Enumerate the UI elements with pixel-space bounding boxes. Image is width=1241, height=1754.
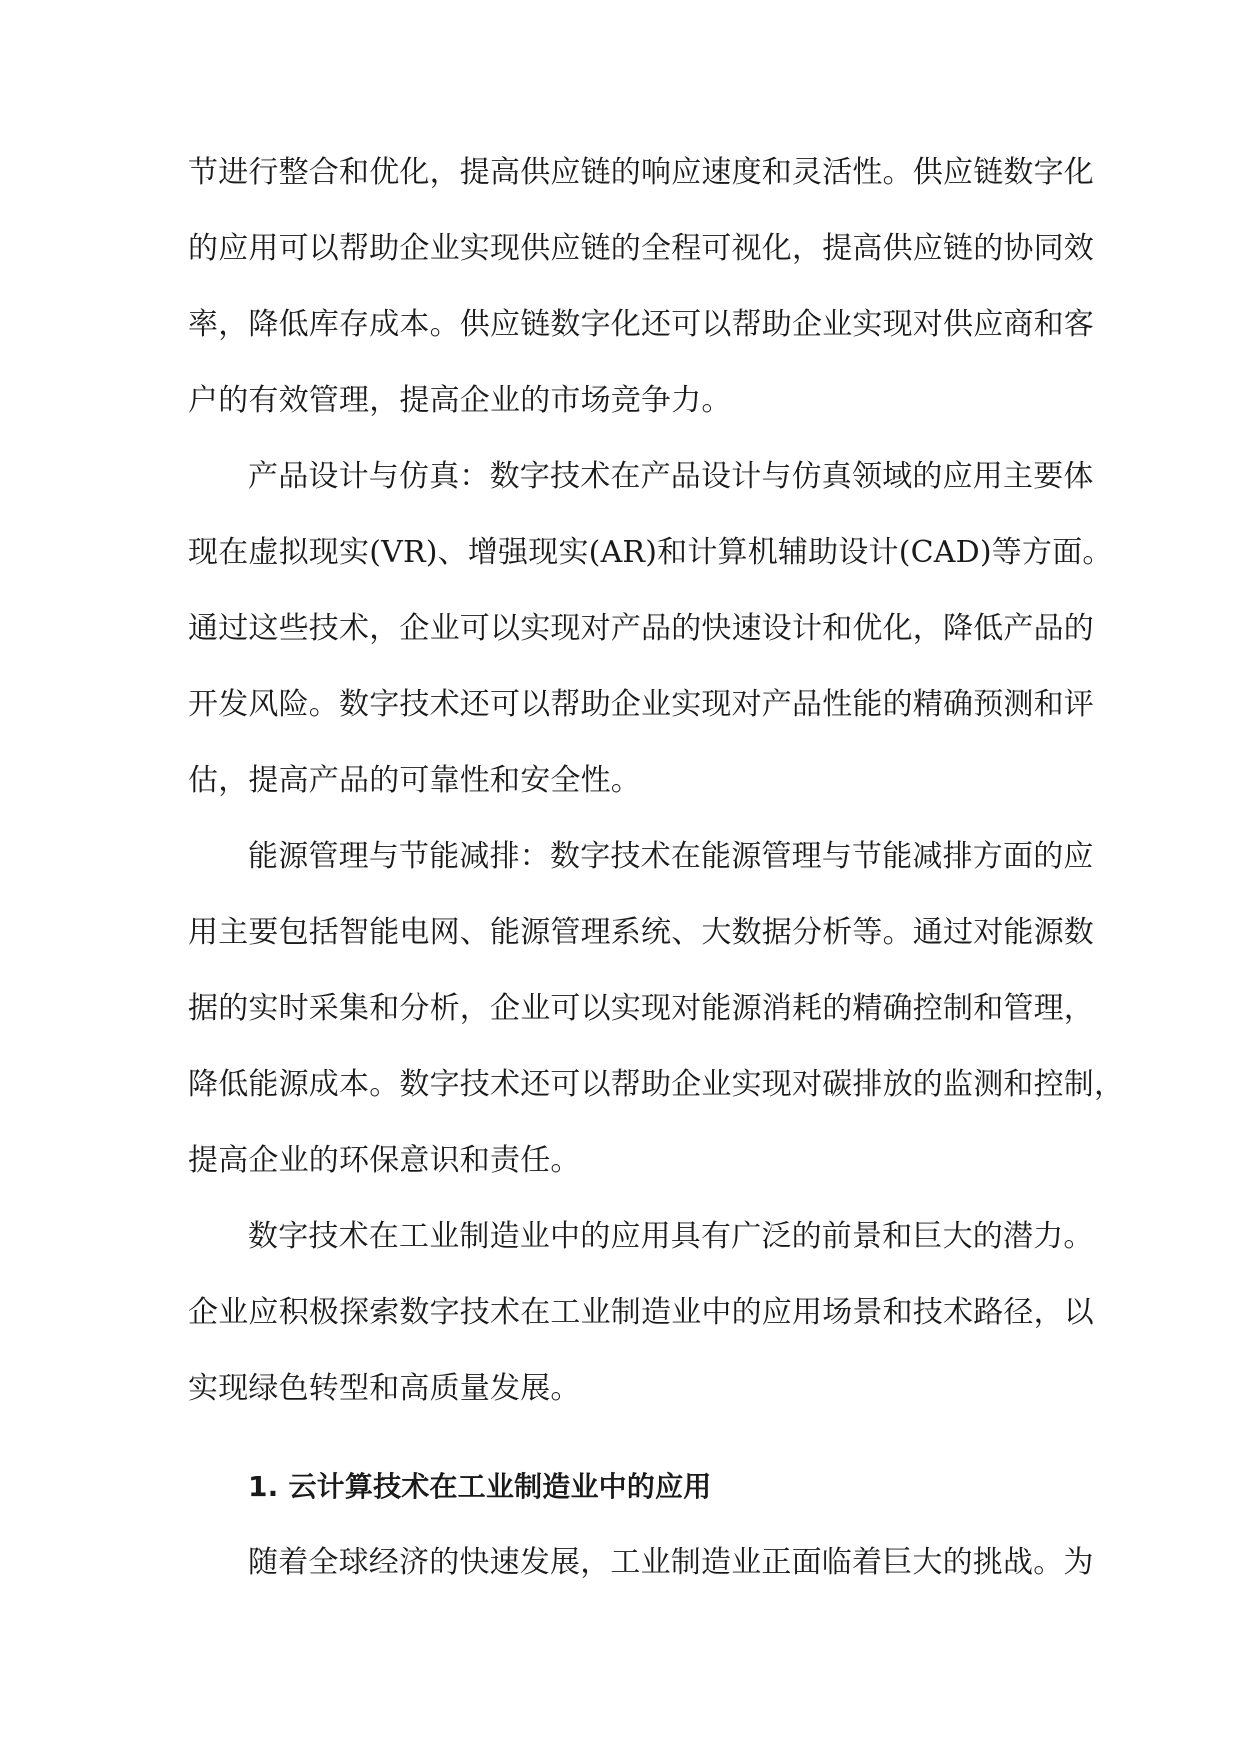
section-heading: 1. 云计算技术在工业制造业中的应用	[248, 1470, 712, 1503]
paragraph-supply-chain	[188, 142, 1094, 446]
paragraph-line: 开发风险。数字技术还可以帮助企业实现对产品性能的精确预测和评	[188, 687, 1094, 722]
paragraph-line: 的应用可以帮助企业实现供应链的全程可视化，提高供应链的协同效	[188, 231, 1094, 266]
paragraph-line: 户的有效管理，提高企业的市场竞争力。	[188, 383, 732, 418]
paragraph-conclusion	[188, 1206, 1094, 1434]
paragraph-line: 能源管理与节能减排：数字技术在能源管理与节能减排方面的应	[248, 839, 1094, 874]
paragraph-line: 实现绿色转型和高质量发展。	[188, 1371, 581, 1406]
paragraph-product-design	[188, 446, 1113, 826]
section-gap	[188, 1434, 1054, 1456]
paragraph-line: 估，提高产品的可靠性和安全性。	[188, 763, 641, 798]
paragraph-line: 节进行整合和优化，提高供应链的响应速度和灵活性。供应链数字化	[188, 155, 1094, 190]
paragraph-line: 现在虚拟现实(VR)、增强现实(AR)和计算机辅助设计(CAD)等方面。	[188, 535, 1113, 570]
paragraph-energy-management	[188, 826, 1125, 1206]
document-body	[188, 142, 1125, 1608]
paragraph-line: 据的实时采集和分析，企业可以实现对能源消耗的精确控制和管理，	[188, 991, 1094, 1026]
paragraph-line: 企业应积极探索数字技术在工业制造业中的应用场景和技术路径，以	[188, 1295, 1094, 1330]
paragraph-line: 随着全球经济的快速发展，工业制造业正面临着巨大的挑战。为	[248, 1545, 1094, 1580]
paragraph-line: 降低能源成本。数字技术还可以帮助企业实现对碳排放的监测和控制，	[188, 1067, 1125, 1102]
paragraph-line: 通过这些技术，企业可以实现对产品的快速设计和优化，降低产品的	[188, 611, 1094, 646]
paragraph-line: 产品设计与仿真：数字技术在产品设计与仿真领域的应用主要体	[248, 459, 1094, 494]
paragraph-line: 用主要包括智能电网、能源管理系统、大数据分析等。通过对能源数	[188, 915, 1094, 950]
paragraph-line: 率，降低库存成本。供应链数字化还可以帮助企业实现对供应商和客	[188, 307, 1094, 342]
paragraph-line: 数字技术在工业制造业中的应用具有广泛的前景和巨大的潜力。	[248, 1219, 1094, 1254]
paragraph-line: 提高企业的环保意识和责任。	[188, 1143, 581, 1178]
